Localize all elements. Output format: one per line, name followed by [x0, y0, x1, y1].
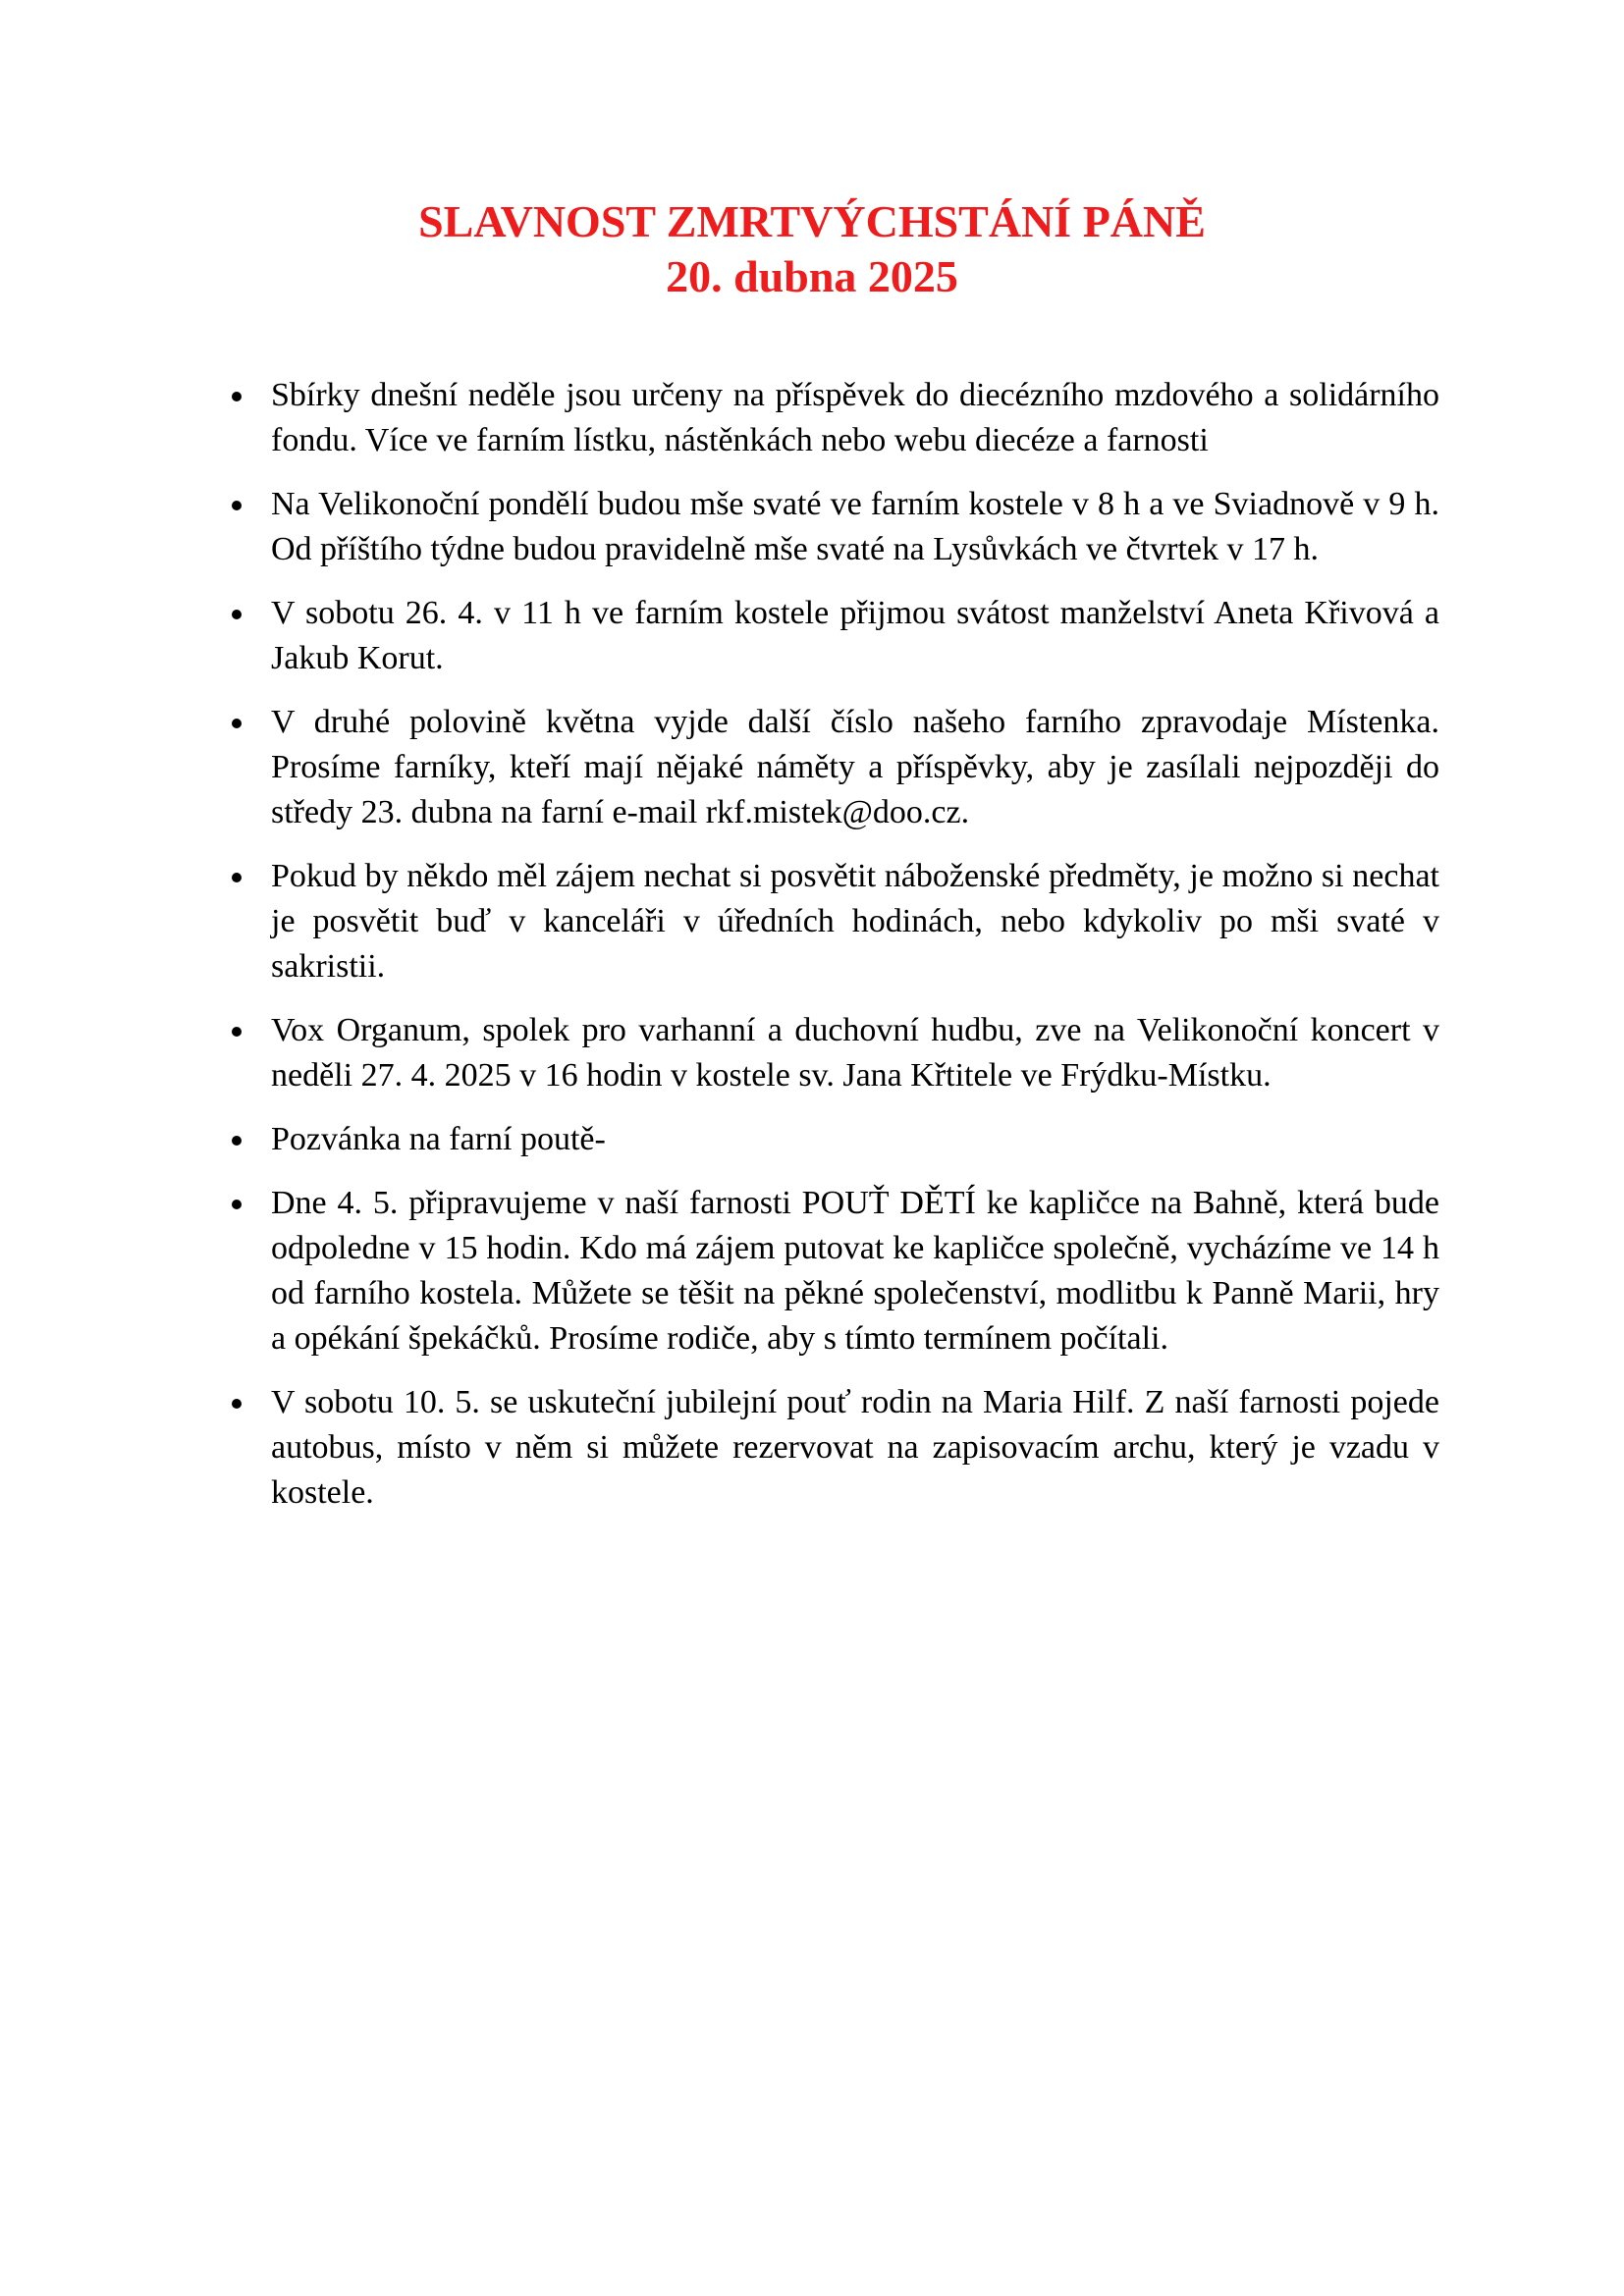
announcement-item [232, 1380, 1439, 1516]
bullet-icon [232, 1399, 242, 1409]
header [0, 192, 1624, 306]
announcement-item [232, 482, 1439, 572]
bullet-icon [232, 1136, 242, 1146]
announcement-text: Pokud by někdo měl zájem nechat si posvětit náboženské předměty, je možno si nechat je posvětit buď v kanceláři v úředních hodinách, nebo kdykoliv po mši svaté v sakristii. [271, 858, 1439, 985]
bullet-icon [232, 392, 242, 401]
bullet-icon [232, 610, 242, 619]
announcements-list [232, 373, 1439, 1534]
announcement-text: Vox Organum, spolek pro varhanní a duchovní hudbu, zve na Velikonoční koncert v neděli 27. 4. 2025 v 16 hodin v kostele sv. Jana Křtitele ve Frýdku-Místku. [271, 1012, 1439, 1094]
bullet-icon [232, 873, 242, 882]
announcement-item [232, 1181, 1439, 1362]
announcement-item [232, 1117, 1439, 1162]
bullet-icon [232, 501, 242, 510]
announcement-text: Sbírky dnešní neděle jsou určeny na příspěvek do diecézního mzdového a solidárního fondu. Více ve farním lístku, nástěnkách nebo webu diecéze a farnosti [271, 377, 1439, 458]
announcement-text: V sobotu 26. 4. v 11 h ve farním kostele přijmou svátost manželství Aneta Křivová a Jakub Korut. [271, 595, 1439, 676]
announcement-text: V sobotu 10. 5. se uskuteční jubilejní pouť rodin na Maria Hilf. Z naší farnosti pojede autobus, místo v něm si můžete rezervovat na zapisovacím archu, který je vzadu v kostele. [271, 1384, 1439, 1511]
announcement-item [232, 700, 1439, 835]
announcement-item [232, 854, 1439, 989]
bullet-icon [232, 1027, 242, 1037]
bullet-icon [232, 719, 242, 728]
announcement-text: Dne 4. 5. připravujeme v naší farnosti POUŤ DĚTÍ ke kapličce na Bahně, která bude odpoledne v 15 hodin. Kdo má zájem putovat ke kapličce společně, vycházíme ve 14 h od farního kostela. Můžete se těšit na pěkné společenství, modlitbu k Panně Marii, hry a opékání špekáčků. Prosíme rodiče, aby s tímto termínem počítali. [271, 1185, 1439, 1357]
announcement-text: V druhé polovině května vyjde další číslo našeho farního zpravodaje Místenka. Prosíme farníky, kteří mají nějaké náměty a příspěvky, aby je zasílali nejpozději do středy 23. dubna na farní e-mail rkf.mistek@doo.cz. [271, 704, 1439, 830]
page-date: 20. dubna 2025 [666, 251, 958, 301]
announcement-text: Pozvánka na farní poutě- [271, 1121, 606, 1157]
announcement-item [232, 373, 1439, 463]
announcement-item [232, 591, 1439, 681]
page-title: SLAVNOST ZMRTVÝCHSTÁNÍ PÁNĚ [418, 196, 1206, 246]
announcement-item [232, 1008, 1439, 1098]
bullet-icon [232, 1200, 242, 1209]
announcement-text: Na Velikonoční pondělí budou mše svaté ve farním kostele v 8 h a ve Sviadnově v 9 h. Od příštího týdne budou pravidelně mše svaté na Lysůvkách ve čtvrtek v 17 h. [271, 486, 1439, 567]
